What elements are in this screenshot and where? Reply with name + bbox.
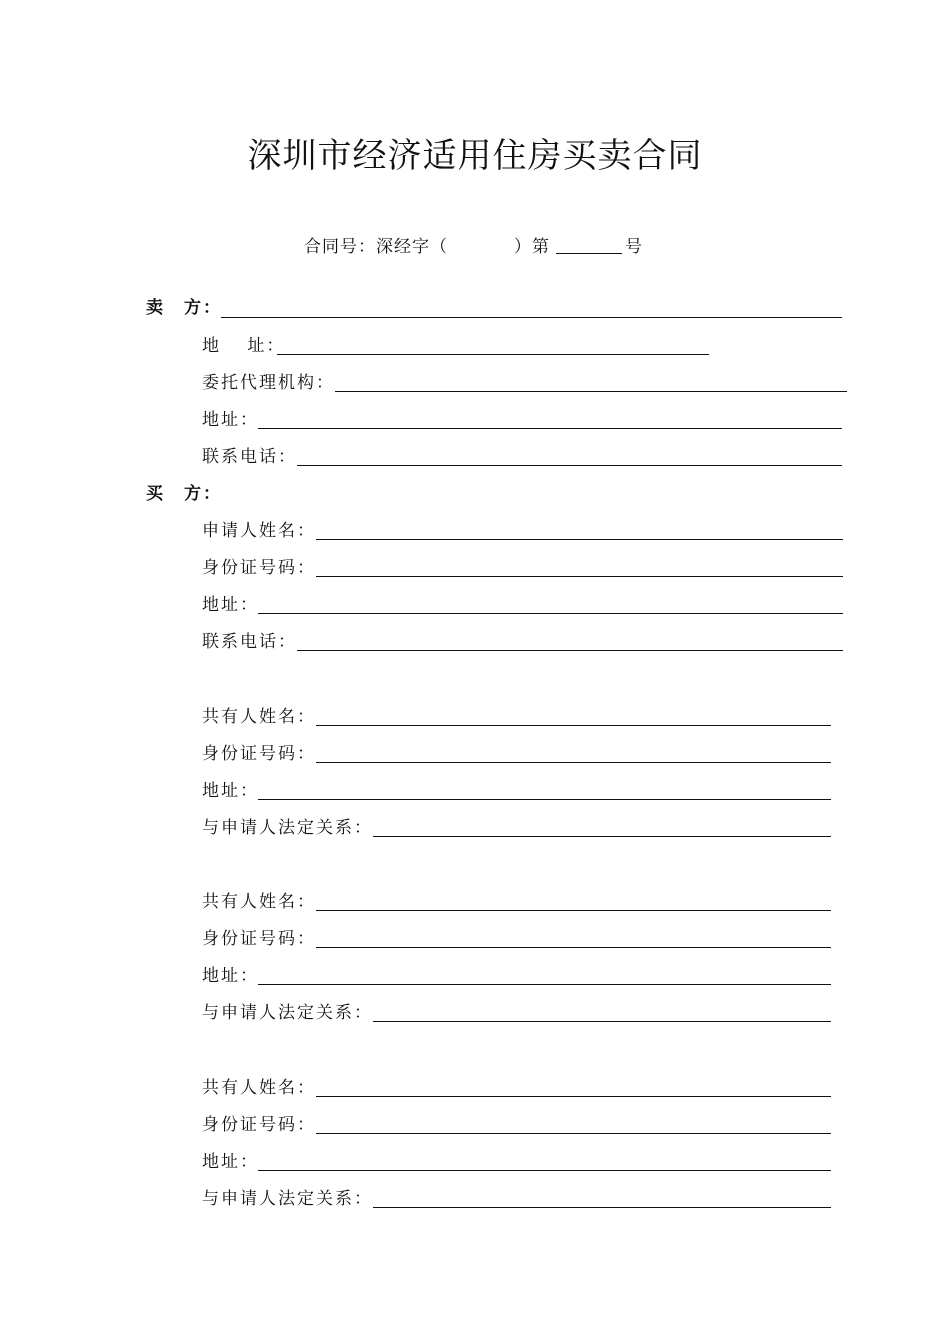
co-owner-1-relation-field[interactable] <box>373 836 831 837</box>
seller-phone-field[interactable] <box>297 465 842 466</box>
seller-address-field[interactable] <box>277 354 709 355</box>
co-owner-2-relation-field[interactable] <box>373 1021 831 1022</box>
co-owner-id-label: 身份证号码： <box>202 1115 316 1135</box>
co-owner-relation-label: 与申请人法定关系： <box>202 1003 373 1023</box>
buyer-address-field[interactable] <box>258 613 843 614</box>
co-owner-address-label: 地址： <box>202 1152 259 1172</box>
co-owner-3-relation-field[interactable] <box>373 1207 831 1208</box>
seller-phone-label: 联系电话： <box>202 447 297 467</box>
co-owner-id-label: 身份证号码： <box>202 744 316 764</box>
document-title: 深圳市经济适用住房买卖合同 <box>247 136 703 176</box>
buyer-name-label: 申请人姓名： <box>202 521 316 541</box>
seller-agent-address-field[interactable] <box>258 428 842 429</box>
co-owner-2-name-field[interactable] <box>316 910 831 911</box>
seller-heading: 卖 方： <box>146 298 222 318</box>
co-owner-relation-label: 与申请人法定关系： <box>202 818 373 838</box>
seller-agent-field[interactable] <box>335 391 847 392</box>
co-owner-2-address-field[interactable] <box>258 984 831 985</box>
co-owner-relation-label: 与申请人法定关系： <box>202 1189 373 1209</box>
co-owner-1-id-field[interactable] <box>316 762 831 763</box>
buyer-phone-label: 联系电话： <box>202 632 297 652</box>
buyer-id-label: 身份证号码： <box>202 558 316 578</box>
seller-name-field[interactable] <box>221 317 842 318</box>
buyer-name-field[interactable] <box>316 539 843 540</box>
co-owner-1-address-field[interactable] <box>258 799 831 800</box>
co-owner-name-label: 共有人姓名： <box>202 707 316 727</box>
co-owner-1-name-field[interactable] <box>316 725 831 726</box>
contract-number <box>304 232 643 257</box>
co-owner-name-label: 共有人姓名： <box>202 892 316 912</box>
buyer-id-field[interactable] <box>316 576 843 577</box>
contract-number-middle: ）第 <box>514 237 550 257</box>
co-owner-address-label: 地址： <box>202 781 259 801</box>
buyer-heading: 买 方： <box>146 484 222 504</box>
co-owner-3-name-field[interactable] <box>316 1096 831 1097</box>
seller-agent-label: 委托代理机构： <box>202 373 335 393</box>
co-owner-2-id-field[interactable] <box>316 947 831 948</box>
seller-agent-address-label: 地址： <box>202 410 259 430</box>
co-owner-3-id-field[interactable] <box>316 1133 831 1134</box>
contract-number-suffix: 号 <box>625 237 643 257</box>
co-owner-id-label: 身份证号码： <box>202 929 316 949</box>
co-owner-address-label: 地址： <box>202 966 259 986</box>
buyer-phone-field[interactable] <box>297 650 843 651</box>
contract-number-prefix: 合同号：深经字（ <box>304 237 448 257</box>
seller-address-label: 地 址： <box>202 336 286 356</box>
contract-number-blank[interactable] <box>556 253 622 254</box>
co-owner-name-label: 共有人姓名： <box>202 1078 316 1098</box>
co-owner-3-address-field[interactable] <box>258 1170 831 1171</box>
buyer-address-label: 地址： <box>202 595 259 615</box>
